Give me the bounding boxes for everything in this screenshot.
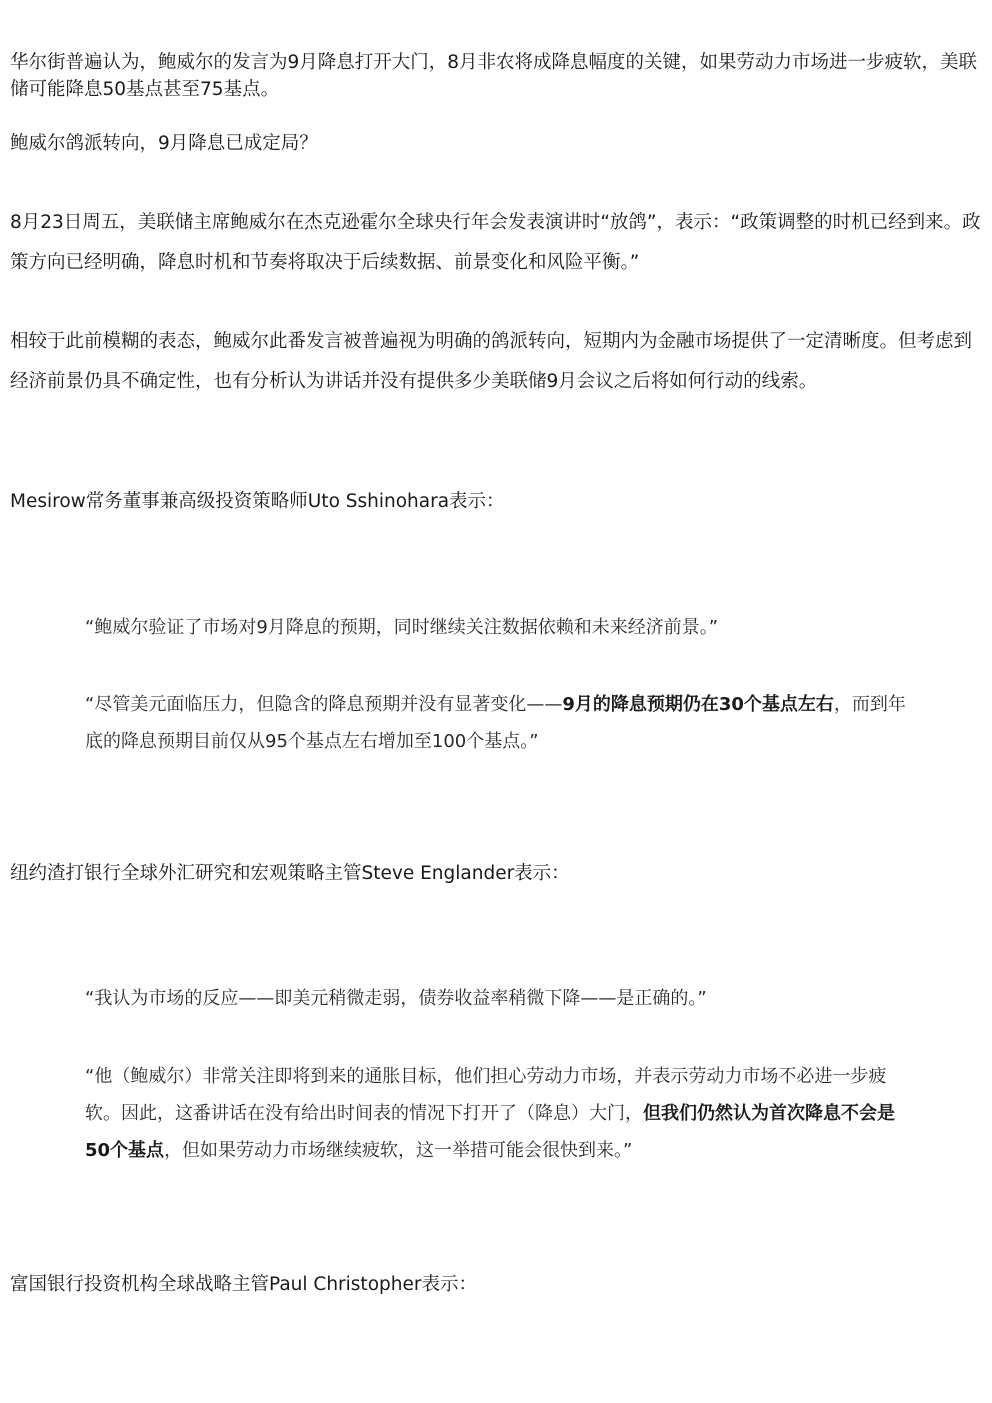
quote-text: “尽管美元面临压力，但隐含的降息预期并没有显著变化—— <box>85 694 563 715</box>
mesirow-quote-2 <box>85 686 910 760</box>
quote-text: ，而到年底的降息预期目前仅从95个基点左右增加至100个基点。” <box>85 694 906 752</box>
analysis-paragraph: 相较于此前模糊的表态，鲍威尔此番发言被普遍视为明确的鸽派转向，短期内为金融市场提供了一定清晰度。但考虑到经济前景仍具不确定性，也有分析认为讲话并没有提供多少美联储9月会议之后将如何行动的线索。 <box>10 331 973 392</box>
englander-quote-2 <box>85 1058 910 1169</box>
quote-bold-text: 9月的降息预期仍在30个基点左右 <box>562 694 834 715</box>
quote-text: “他（鲍威尔）非常关注即将到来的通胀目标，他们担心劳动力市场，并表示劳动力市场不必进一步疲软。因此，这番讲话在没有给出时间表的情况下打开了（降息）大门， <box>85 1066 887 1124</box>
englander-attribution: 纽约渣打银行全球外汇研究和宏观策略主管Steve Englander表示： <box>10 863 570 884</box>
mesirow-attribution: Mesirow常务董事兼高级投资策略师Uto Sshinohara表示： <box>10 491 505 512</box>
quote-text: ，但如果劳动力市场继续疲软，这一举措可能会很快到来。” <box>164 1140 633 1161</box>
christopher-attribution: 富国银行投资机构全球战略主管Paul Christopher表示： <box>10 1274 477 1295</box>
section-heading: 鲍威尔鸽派转向，9月降息已成定局？ <box>10 133 318 154</box>
intro-paragraph: 华尔街普遍认为，鲍威尔的发言为9月降息打开大门，8月非农将成降息幅度的关键，如果劳动力市场进一步疲软，美联储可能降息50基点甚至75基点。 <box>10 52 978 100</box>
englander-quote-1: “我认为市场的反应——即美元稍微走弱，债券收益率稍微下降——是正确的。” <box>85 988 707 1009</box>
quote-bold-text: 但我们仍然认为首次降息不会是50个基点 <box>85 1103 895 1161</box>
powell-speech-paragraph: 8月23日周五，美联储主席鲍威尔在杰克逊霍尔全球央行年会发表演讲时“放鸽”，表示：“政策调整的时机已经到来。政策方向已经明确，降息时机和节奏将取决于后续数据、前景变化和风险平衡。” <box>10 212 981 273</box>
mesirow-quote-1: “鲍威尔验证了市场对9月降息的预期，同时继续关注数据依赖和未来经济前景。” <box>85 617 719 638</box>
